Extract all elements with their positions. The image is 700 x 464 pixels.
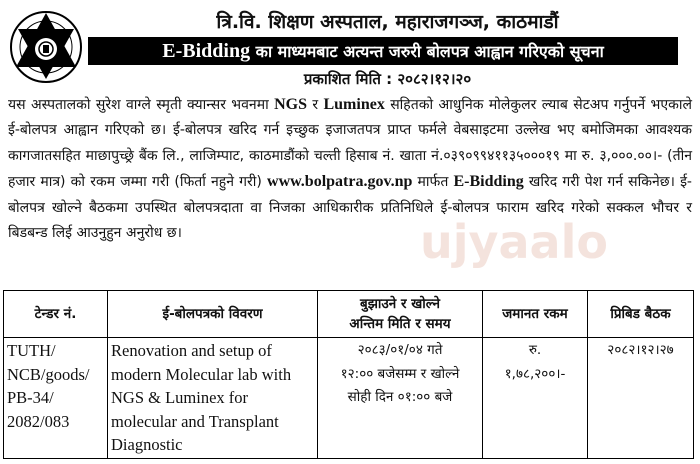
col-security: जमानत रकम (483, 291, 588, 338)
cell-tender-no: TUTH/ NCB/goods/ PB-34/ 2082/083 (4, 338, 108, 459)
bolpatra-link[interactable]: www.bolpatra.gov.np (267, 173, 413, 191)
notice-text: र (306, 97, 324, 113)
published-date: प्रकाशित मिति : २०८२।१२।२० (303, 70, 472, 88)
col-deadline (318, 291, 483, 338)
banner-title: का माध्यमबाट अत्यन्त जरुरी बोलपत्र आह्वान गरिएको सूचना (250, 42, 604, 61)
cell-deadline (318, 338, 483, 459)
cell-description: Renovation and setup of modern Molecular lab with NGS & Luminex for molecular and Transplant Diagnostic (108, 338, 318, 459)
col-description: ई-बोलपत्रको विवरण (108, 291, 318, 338)
notice-bold-luminex: Luminex (323, 96, 385, 113)
notice-text: सहितको आधुनिक मोलेकुलर ल्याब सेटअप गर्नुपर्ने भएकाले ई-बोलपत्र आह्वान गरिएको छ। ई-बोलपत्र खरिद गर्न इच्छुक इजाजतपत्र प्राप्त फर्मले वेबसाइटमा उल्लेख भए बमोजिमका आवश्यक कागजातसहित माछापुच्छ्रे बैंक लि., लाजिम्पाट, काठमाडौंको चल्ती हिसाब नं. खाता नं.०३९०९९४११३५०००१९ मा रु. ३,०००.००।- (तीन हजार मात्र) को रकम जम्मा गरी (फिर्ता नहुने गरी) (8, 97, 692, 191)
security-amount: १,७८,२००।- (504, 365, 566, 382)
notice-body (8, 92, 692, 246)
notice-bold-ngs: NGS (274, 96, 307, 113)
watermark: ujyaalo (420, 215, 608, 269)
col-deadline-l1: बुझाउने र खोल्ने (359, 296, 440, 312)
notice-text: खरिद गरी पेश गर्न सकिनेछ। ई-बोलपत्र खोल्ने बैठकमा उपस्थित बोलपत्रदाता वा निजका आधिकारीक प्रतिनिधिले ई-बोलपत्र फाराम खरिद गरेको सक्कल भौचर र बिडबन्ड लिई आउनुहुन अनुरोध छ। (8, 174, 692, 242)
hospital-name: त्रि.वि. शिक्षण अस्पताल, महाराजगञ्ज, काठमाडौं (216, 11, 559, 33)
deadline-line1: २०८३/०१/०४ गते (357, 342, 443, 358)
col-tender-no: टेन्डर नं. (4, 291, 108, 338)
notice-text: यस अस्पतालको सुरेश वाग्ले स्मृती क्यान्सर भवनमा (8, 97, 275, 113)
cell-prebid: २०८२।१२।२७ (588, 338, 694, 459)
deadline-line3: सोही दिन ०१:०० बजे (347, 389, 453, 405)
col-deadline-l2: अन्तिम मिति र समय (349, 316, 451, 332)
table-row (4, 338, 694, 459)
hospital-seal-logo-icon (6, 5, 86, 85)
deadline-line2: १२:०० बजेसम्म र खोल्ने (340, 365, 460, 382)
table-header-row (4, 291, 694, 338)
col-prebid: प्रिबिड बैठक (588, 291, 694, 338)
cell-security (483, 338, 588, 459)
security-currency: रु. (528, 342, 542, 358)
notice-bold-ebidding: E-Bidding (453, 173, 524, 191)
banner-ebidding: E-Bidding (162, 40, 251, 62)
tender-table (3, 290, 694, 459)
notice-text: मार्फत (412, 174, 454, 191)
notice-banner (88, 37, 678, 65)
